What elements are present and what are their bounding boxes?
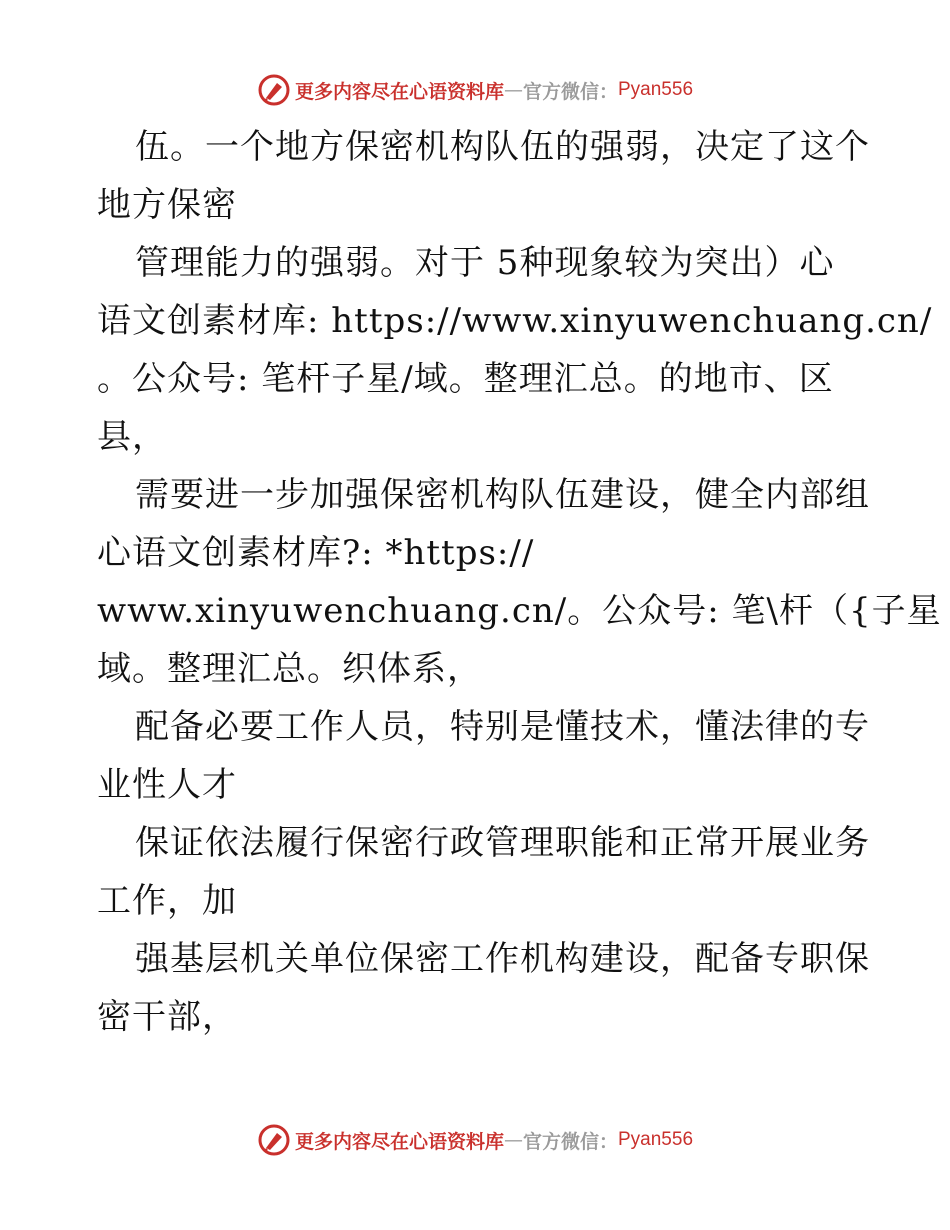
body-line: 语文创素材库: https://www.xinyuwenchuang.cn/ <box>97 301 933 341</box>
body-line: 。公众号: 笔杆子星/域。整理汇总。的地市、区 <box>97 359 834 399</box>
pen-logo-icon <box>257 73 291 107</box>
body-line: 工作，加 <box>97 881 237 921</box>
header-banner <box>0 70 950 110</box>
body-line: 域。整理汇总。织体系， <box>97 649 482 689</box>
footer-banner-separator: — <box>503 1129 523 1151</box>
body-line: 强基层机关单位保密工作机构建设，配备专职保 <box>135 939 870 979</box>
body-line: 密干部， <box>97 997 237 1037</box>
body-line: 配备必要工作人员，特别是懂技术，懂法律的专 <box>135 707 870 747</box>
pen-logo-icon <box>257 1123 291 1157</box>
header-banner-text: 更多内容尽在心语资料库 <box>294 80 504 103</box>
header-wechat-id: Pyan556 <box>618 79 694 100</box>
footer-banner <box>0 1120 950 1160</box>
body-line: 保证依法履行保密行政管理职能和正常开展业务 <box>135 823 870 863</box>
body-line: 心语文创素材库?: *https:// <box>97 533 535 573</box>
footer-wechat-id: Pyan556 <box>618 1129 694 1150</box>
document-body <box>97 118 942 1046</box>
body-line: 县， <box>97 417 167 457</box>
body-line: 管理能力的强弱。对于 5种现象较为突出）心 <box>135 243 835 283</box>
footer-wechat-label: 官方微信： <box>522 1130 618 1153</box>
body-line: www.xinyuwenchuang.cn/。公众号: 笔\杆（{子星 <box>97 591 942 631</box>
body-line: 需要进一步加强保密机构队伍建设，健全内部组 <box>135 475 870 515</box>
body-line: 伍。一个地方保密机构队伍的强弱，决定了这个 <box>135 127 870 167</box>
header-wechat-label: 官方微信： <box>522 80 618 103</box>
body-line: 业性人才 <box>97 765 237 805</box>
body-line: 地方保密 <box>97 185 237 225</box>
footer-banner-text: 更多内容尽在心语资料库 <box>294 1130 504 1153</box>
header-banner-separator: — <box>503 79 523 101</box>
